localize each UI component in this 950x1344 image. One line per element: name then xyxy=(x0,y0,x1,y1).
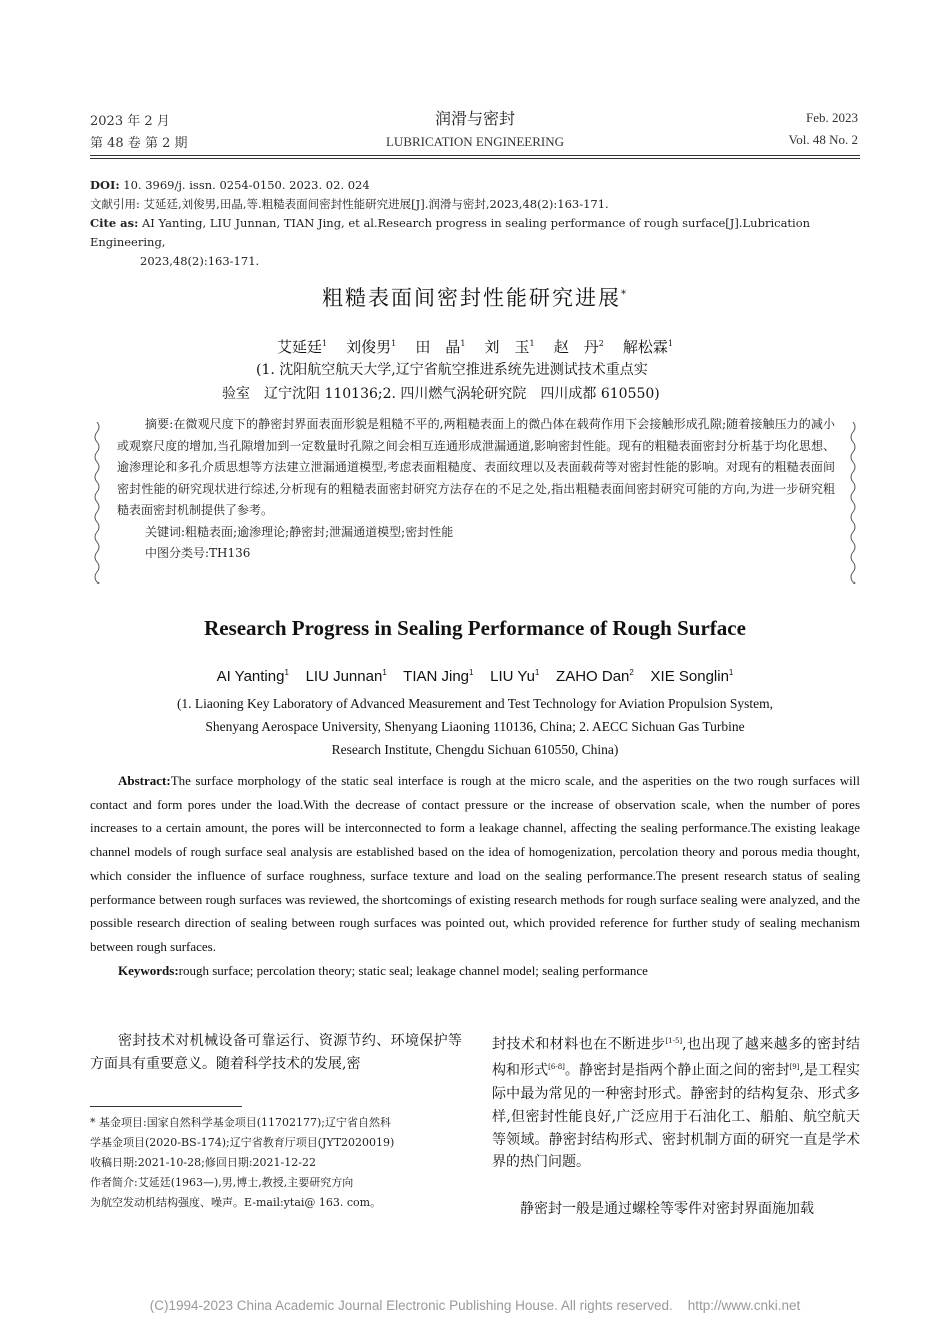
header-date: 2023 年 2 月 xyxy=(90,114,170,129)
footnote-line2: 学基金项目(2020-BS-174);辽宁省教育厅项目(JYT2020019) xyxy=(90,1136,395,1149)
author-en: LIU Junnan$^1$ xyxy=(305,668,387,685)
affiliation-en-line3: Research Institute, Chengdu Sichuan 610550, China) xyxy=(331,742,619,757)
abstract-cn-paragraph xyxy=(117,414,835,522)
header-volume-en: Vol. 48 No. 2 xyxy=(788,132,858,147)
cite-en-value-2: 2023,48(2):163-171. xyxy=(140,254,260,268)
affiliation-cn-line1: (1. 沈阳航空航天大学,辽宁省航空推进系统先进测试技术重点实 xyxy=(256,362,648,378)
clc-value: TH136 xyxy=(209,546,251,560)
cite-en-label: Cite as: xyxy=(90,216,139,230)
title-footnote-mark: * xyxy=(621,289,628,300)
footnote-line5: 为航空发动机结构强度、噪声。E-mail:ytai@ 163. com。 xyxy=(90,1196,382,1209)
keywords-cn xyxy=(117,522,835,544)
author-en: ZAHO Dan$^2$ xyxy=(556,668,634,685)
body-right-paragraph: 封技术和材料也在不断进步[1-5],也出现了越来越多的密封结构和形式[6-8]。静密封是指两个静止面之间的密封[9],是工程实际中最为常见的一种密封形式。静密封的结构复杂、形式多样,但密封性能良好,广泛应用于石油化工、船舶、航空航天等领域。静密封结构形式、密封机制方面的研究一直是学术界的热门问题。 xyxy=(492,1036,861,1171)
keywords-en xyxy=(90,959,860,983)
clc-cn xyxy=(117,543,835,565)
header-rule-2 xyxy=(90,158,860,159)
author-cn: 刘 玉$^1$ xyxy=(484,338,535,356)
body-right-paragraph-2: 静密封一般是通过螺栓等零件对密封界面施加载 xyxy=(520,1201,814,1217)
keywords-cn-label: 关键词: xyxy=(145,524,186,539)
footnote-rule xyxy=(90,1106,242,1107)
cite-cn-label: 文献引用: xyxy=(90,197,140,211)
author-cn: 艾延廷$^1$ xyxy=(276,338,328,356)
affiliation-cn xyxy=(222,358,742,406)
abstract-cn-label: 摘要: xyxy=(145,417,174,431)
header-date-en: Feb. 2023 xyxy=(806,110,858,125)
citation-ref[interactable]: [9] xyxy=(789,1063,800,1072)
header-volume-cn: 第 48 卷 第 2 期 xyxy=(90,136,188,151)
footnote-line4: 作者简介:艾延廷(1963—),男,博士,教授,主要研究方向 xyxy=(90,1176,354,1189)
author-cn: 赵 丹$^2$ xyxy=(553,338,604,356)
cite-cn-value: 艾延廷,刘俊男,田晶,等.粗糙表面间密封性能研究进展[J].润滑与密封,2023,48(2):163-171. xyxy=(143,197,609,211)
keywords-en-value: rough surface; percolation theory; static seal; leakage channel model; sealing performance xyxy=(178,962,648,978)
paper-title-en: Research Progress in Sealing Performance of Rough Surface xyxy=(204,616,746,640)
abstract-en-text: The surface morphology of the static seal interface is rough at the micro scale, and the asperities on the two rough surfaces will contact and form pores under the load.With the decrease of contact pressure or the increase of observation scale, when the number of pores increases to a certain amount, the pores will be interconnected to form a leakage channel, affecting the sealing performance.The existing leakage channel models of rough surface seal analysis are established based on the idea of homogenization, percolation theory and porous media thought, which consider the influence of surface roughness, surface texture and load on the sealing performance.The present research status of sealing performance between rough surfaces was reviewed, the shortcomings of existing research methods for rough surface sealing were analyzed, and the possible research direction of sealing between rough surfaces was pointed out, which provided reference for further study of sealing mechanism between rough surfaces. xyxy=(90,773,860,954)
keywords-cn-value: 粗糙表面;逾渗理论;静密封;泄漏通道模型;密封性能 xyxy=(185,524,454,539)
affiliation-en xyxy=(60,692,890,761)
footnote xyxy=(90,1113,462,1213)
author-cn: 刘俊男$^1$ xyxy=(346,338,397,356)
authors-en xyxy=(0,668,950,685)
clc-label: 中图分类号: xyxy=(145,546,210,560)
author-en: TIAN Jing$^1$ xyxy=(403,668,474,685)
header-rule xyxy=(90,155,860,156)
doi-label: DOI: xyxy=(90,178,120,192)
journal-title-cn: 润滑与密封 xyxy=(434,109,515,128)
paper-title-cn-text: 粗糙表面间密封性能研究进展 xyxy=(322,286,621,310)
abstract-en-paragraph xyxy=(90,769,860,959)
author-cn: 解松霖$^1$ xyxy=(622,338,674,356)
affiliation-en-line1: (1. Liaoning Key Laboratory of Advanced Measurement and Test Technology for Aviation Propulsion System, xyxy=(176,696,774,711)
author-cn: 田 晶$^1$ xyxy=(415,338,466,356)
citation-block xyxy=(90,176,870,271)
keywords-en-label: Keywords: xyxy=(118,962,179,978)
affiliation-cn-line2: 验室 辽宁沈阳 110136;2. 四川燃气涡轮研究院 四川成都 610550) xyxy=(222,386,660,402)
author-en: LIU Yu$^1$ xyxy=(490,668,540,685)
affiliation-en-line2: Shenyang Aerospace University, Shenyang Liaoning 110136, China; 2. AECC Sichuan Gas Turbine xyxy=(205,719,745,734)
paper-title-cn xyxy=(0,282,950,312)
journal-title-en: LUBRICATION ENGINEERING xyxy=(385,134,564,149)
abstract-cn xyxy=(117,414,835,565)
wavy-border-right xyxy=(848,422,858,584)
abstract-en xyxy=(90,769,860,982)
copyright-footer: (C)1994-2023 China Academic Journal Electronic Publishing House. All rights reserved. http://www.cnki.net xyxy=(149,1298,801,1313)
authors-cn xyxy=(0,336,950,357)
cite-en-value: AI Yanting, LIU Junnan, TIAN Jing, et al.Research progress in sealing performance of rough surface[J].Lubrication Engineering, xyxy=(90,216,811,249)
wavy-border-left xyxy=(92,422,102,584)
citation-ref[interactable]: [1-5] xyxy=(665,1037,683,1045)
doi-value[interactable]: 10. 3969/j. issn. 0254-0150. 2023. 02. 024 xyxy=(123,178,370,192)
footnote-line3: 收稿日期:2021-10-28;修回日期:2021-12-22 xyxy=(90,1156,316,1169)
abstract-cn-text: 在微观尺度下的静密封界面表面形貌是粗糙不平的,两粗糙表面上的微凸体在载荷作用下会接触形成孔隙;随着接触压力的减小或观察尺度的增加,当孔隙增加到一定数量时孔隙之间会相互连通形成泄漏通道,影响密封性能。现有的粗糙表面密封分析基于均化思想、逾渗理论和多孔介质思想等方法建立泄漏通道模型,考虑表面粗糙度、表面纹理以及表面载荷等对密封性能的影响。对现有的粗糙表面间密封性能的研究现状进行综述,分析现有的粗糙表面密封研究方法存在的不足之处,指出粗糙表面间密封研究可能的方向,为进一步研究粗糙表面密封机制提供了参考。 xyxy=(117,417,835,517)
body-left-paragraph: 密封技术对机械设备可靠运行、资源节约、环境保护等方面具有重要意义。随着科学技术的发展,密 xyxy=(90,1033,462,1072)
author-en: AI Yanting$^1$ xyxy=(216,668,289,685)
citation-ref[interactable]: [6-8] xyxy=(548,1063,565,1072)
footnote-line1: * 基金项目:国家自然科学基金项目(11702177);辽宁省自然科 xyxy=(90,1116,391,1129)
abstract-en-label: Abstract: xyxy=(118,773,171,788)
author-en: XIE Songlin$^1$ xyxy=(650,668,734,685)
